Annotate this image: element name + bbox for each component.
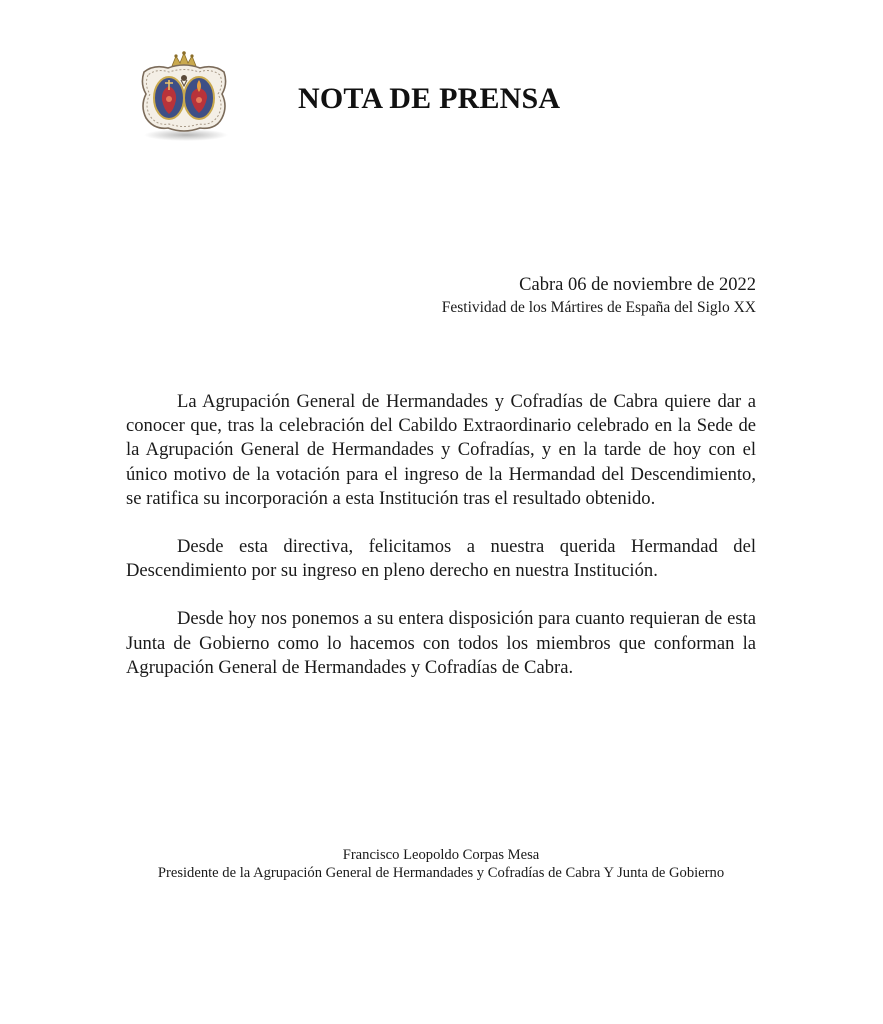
date-line: Cabra 06 de noviembre de 2022 — [519, 275, 756, 295]
press-release-body — [126, 390, 756, 704]
brotherhood-coat-of-arms-icon — [134, 50, 234, 142]
body-paragraph-2: Desde esta directiva, felicitamos a nuestra querida Hermandad del Descendimiento por su ingreso en pleno derecho en nuestra Institución. — [126, 536, 756, 582]
page-title: NOTA DE PRENSA — [298, 82, 561, 115]
signatory-name: Francisco Leopoldo Corpas Mesa — [342, 847, 540, 863]
dateline — [442, 273, 756, 319]
body-paragraph-3: Desde hoy nos ponemos a su entera disposición para cuanto requieran de esta Junta de Gobierno como lo hacemos con todos los miembros que conforman la Agrupación General de Hermandades y Cofradías de Cabra. — [126, 608, 756, 678]
festivity-line: Festividad de los Mártires de España del Siglo XX — [441, 299, 756, 316]
signature-block — [126, 846, 756, 882]
signatory-position: Presidente de la Agrupación General de Hermandades y Cofradías de Cabra Y Junta de Gobierno — [157, 865, 725, 881]
body-paragraph-1: La Agrupación General de Hermandades y Cofradías de Cabra quiere dar a conocer que, tras la celebración del Cabildo Extraordinario celebrado en la Sede de la Agrupación General de Hermandades y Cofradías, y en la tarde de hoy con el único motivo de la votación para el ingreso de la Hermandad del Descendimiento, se ratifica su incorporación a esta Institución tras el resultado obtenido. — [126, 391, 756, 509]
